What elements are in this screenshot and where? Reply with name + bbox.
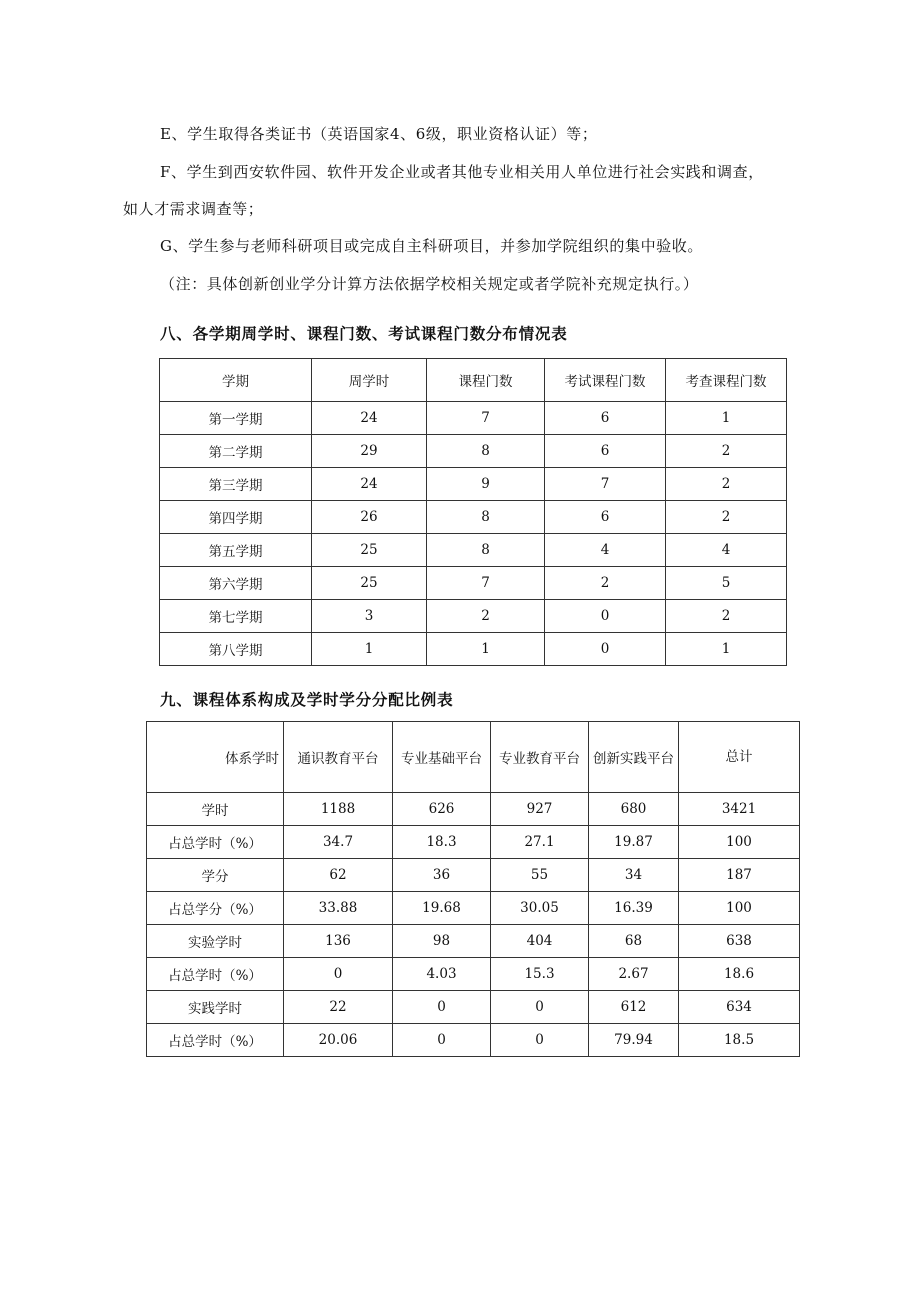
table-cell: 404: [491, 925, 589, 958]
table-cell: 25: [312, 534, 427, 567]
table-cell: 634: [679, 991, 800, 1024]
table-cell: 55: [491, 859, 589, 892]
table-cell: 626: [393, 793, 491, 826]
table-cell: 2: [666, 435, 787, 468]
table-cell: 18.6: [679, 958, 800, 991]
table-cell: 18.3: [393, 826, 491, 859]
table-cell: 24: [312, 468, 427, 501]
table-cell: 34.7: [284, 826, 393, 859]
table-cell: 2.67: [589, 958, 679, 991]
table-header-row: [160, 359, 787, 402]
table-row: [147, 1024, 800, 1057]
table-row: [160, 435, 787, 468]
course-system-table: [146, 721, 800, 1057]
table-cell: 187: [679, 859, 800, 892]
section9-heading: 九、课程体系构成及学时学分分配比例表: [160, 691, 454, 709]
table-cell: 638: [679, 925, 800, 958]
table-cell: 2: [666, 468, 787, 501]
table-cell: 927: [491, 793, 589, 826]
table-cell: 9: [427, 468, 545, 501]
table-row: [147, 958, 800, 991]
table-cell: 24: [312, 402, 427, 435]
table-header-cell: 创新实践平台: [589, 722, 679, 793]
table-row: [160, 534, 787, 567]
table-cell: 1: [666, 402, 787, 435]
table-cell: 136: [284, 925, 393, 958]
table-cell: 0: [545, 600, 666, 633]
table-cell: 实践学时: [147, 991, 284, 1024]
paragraph-g: G、学生参与老师科研项目或完成自主科研项目，并参加学院组织的集中验收。: [160, 237, 703, 255]
table-cell: 62: [284, 859, 393, 892]
table-header-row: [147, 722, 800, 793]
table-header-cell: 专业基础平台: [393, 722, 491, 793]
table-header-cell: 通识教育平台: [284, 722, 393, 793]
table-cell: 18.5: [679, 1024, 800, 1057]
table-cell: 34: [589, 859, 679, 892]
table-cell: 第五学期: [160, 534, 312, 567]
table-cell: 68: [589, 925, 679, 958]
table-cell: 25: [312, 567, 427, 600]
table-cell: 第三学期: [160, 468, 312, 501]
table-cell: 0: [393, 1024, 491, 1057]
table-cell: 15.3: [491, 958, 589, 991]
table-cell: 7: [427, 402, 545, 435]
table-cell: 占总学分（%）: [147, 892, 284, 925]
table-header-cell: 专业教育平台: [491, 722, 589, 793]
table-cell: 2: [666, 600, 787, 633]
table-cell: 第一学期: [160, 402, 312, 435]
table-cell: 第八学期: [160, 633, 312, 666]
table-cell: 2: [666, 501, 787, 534]
table-row: [147, 925, 800, 958]
table-cell: 612: [589, 991, 679, 1024]
table-header-cell: 学期: [160, 359, 312, 402]
table-cell: 占总学时（%）: [147, 1024, 284, 1057]
table-row: [147, 793, 800, 826]
table-cell: 16.39: [589, 892, 679, 925]
paragraph-f-line2: 如人才需求调查等；: [123, 200, 264, 218]
table-row: [147, 991, 800, 1024]
table-cell: 1: [427, 633, 545, 666]
table-cell: 7: [427, 567, 545, 600]
table-cell: 19.68: [393, 892, 491, 925]
table-cell: 100: [679, 892, 800, 925]
table-row: [147, 826, 800, 859]
table-cell: 第二学期: [160, 435, 312, 468]
table-header-cell: 总计: [679, 722, 800, 793]
table-header-cell: 考查课程门数: [666, 359, 787, 402]
table-cell: 22: [284, 991, 393, 1024]
table-cell: 4: [666, 534, 787, 567]
table-cell: 36: [393, 859, 491, 892]
table-cell: 第六学期: [160, 567, 312, 600]
table-cell: 0: [491, 991, 589, 1024]
table-row: [160, 501, 787, 534]
table-header-cell: 周学时: [312, 359, 427, 402]
table-header-cell: 体系学时: [147, 722, 284, 793]
table-header-cell: 考试课程门数: [545, 359, 666, 402]
table-cell: 29: [312, 435, 427, 468]
table-row: [160, 468, 787, 501]
table-cell: 26: [312, 501, 427, 534]
table-cell: 0: [491, 1024, 589, 1057]
table-cell: 100: [679, 826, 800, 859]
table-cell: 27.1: [491, 826, 589, 859]
table-cell: 20.06: [284, 1024, 393, 1057]
table-cell: 1: [666, 633, 787, 666]
table-cell: 8: [427, 435, 545, 468]
table-cell: 6: [545, 501, 666, 534]
paragraph-e: E、学生取得各类证书（英语国家4、6级，职业资格认证）等；: [160, 125, 598, 143]
table-cell: 0: [284, 958, 393, 991]
table-cell: 占总学时（%）: [147, 826, 284, 859]
table-cell: 98: [393, 925, 491, 958]
note-paragraph: （注：具体创新创业学分计算方法依据学校相关规定或者学院补充规定执行。）: [160, 275, 699, 293]
table-cell: 第四学期: [160, 501, 312, 534]
table-cell: 占总学时（%）: [147, 958, 284, 991]
table-row: [160, 402, 787, 435]
table-cell: 3: [312, 600, 427, 633]
table-cell: 7: [545, 468, 666, 501]
table-cell: 学时: [147, 793, 284, 826]
paragraph-f-line1: F、学生到西安软件园、软件开发企业或者其他专业相关用人单位进行社会实践和调查，: [160, 163, 764, 181]
table-cell: 学分: [147, 859, 284, 892]
table-row: [160, 633, 787, 666]
table-header-cell: 课程门数: [427, 359, 545, 402]
table-cell: 实验学时: [147, 925, 284, 958]
table-cell: 30.05: [491, 892, 589, 925]
semester-distribution-table: [159, 358, 787, 666]
table-cell: 6: [545, 402, 666, 435]
table-row: [147, 892, 800, 925]
table-cell: 4: [545, 534, 666, 567]
table-cell: 4.03: [393, 958, 491, 991]
table-row: [147, 859, 800, 892]
table-cell: 33.88: [284, 892, 393, 925]
table-cell: 1: [312, 633, 427, 666]
table-cell: 680: [589, 793, 679, 826]
table-row: [160, 567, 787, 600]
table-cell: 第七学期: [160, 600, 312, 633]
table-cell: 79.94: [589, 1024, 679, 1057]
table-cell: 8: [427, 501, 545, 534]
table-cell: 5: [666, 567, 787, 600]
table-cell: 2: [427, 600, 545, 633]
table-cell: 0: [545, 633, 666, 666]
table-cell: 0: [393, 991, 491, 1024]
table-cell: 3421: [679, 793, 800, 826]
table-cell: 19.87: [589, 826, 679, 859]
table-row: [160, 600, 787, 633]
table-cell: 2: [545, 567, 666, 600]
table-cell: 1188: [284, 793, 393, 826]
section8-heading: 八、各学期周学时、课程门数、考试课程门数分布情况表: [160, 325, 568, 343]
table-cell: 8: [427, 534, 545, 567]
table-cell: 6: [545, 435, 666, 468]
